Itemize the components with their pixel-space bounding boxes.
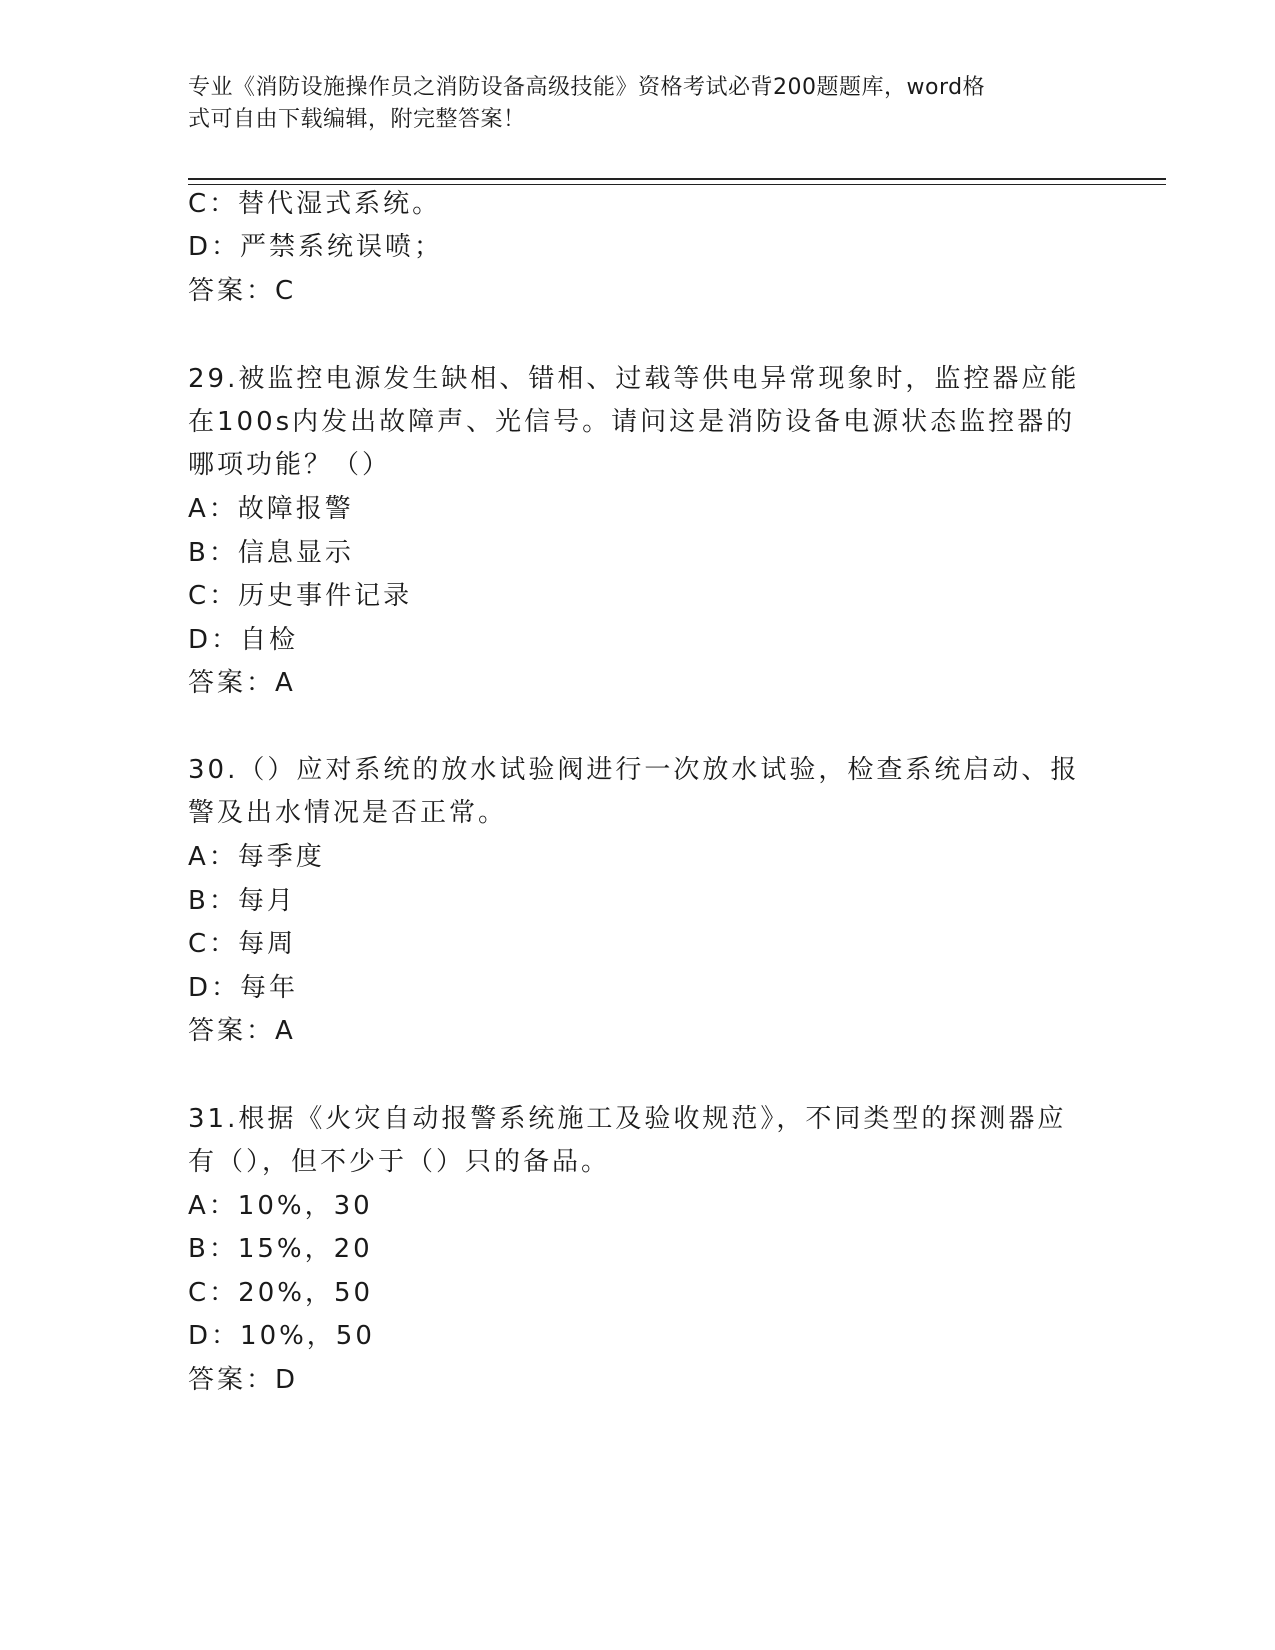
q29-option-d: D：自检 — [188, 625, 299, 655]
q29-option-c: C：历史事件记录 — [188, 581, 413, 611]
header-divider-thin — [188, 184, 1166, 185]
q31-option-c: C：20%，50 — [188, 1278, 374, 1308]
q30-option-c: C：每周 — [188, 929, 297, 959]
q29-stem-line-3: 哪项功能？（） — [188, 450, 392, 480]
q31-option-d: D：10%，50 — [188, 1321, 375, 1351]
q29-option-b: B：信息显示 — [188, 538, 354, 568]
prev-option-c: C：替代湿式系统。 — [188, 189, 442, 219]
q30-option-d: D：每年 — [188, 973, 299, 1003]
header-line-2: 式可自由下载编辑，附完整答案！ — [188, 107, 526, 132]
q31-stem-line-2: 有（），但不少于（）只的备品。 — [188, 1147, 611, 1177]
prev-answer: 答案：C — [188, 276, 297, 306]
header-divider-thick — [188, 178, 1166, 180]
q29-stem-line-2: 在100s内发出故障声、光信号。请问这是消防设备电源状态监控器的 — [188, 407, 1076, 437]
q30-option-b: B：每月 — [188, 886, 296, 916]
q29-answer: 答案：A — [188, 668, 296, 698]
header-line-1: 专业《消防设施操作员之消防设备高级技能》资格考试必背200题题库，word格 — [188, 75, 986, 100]
q31-stem-line-1: 31.根据《火灾自动报警系统施工及验收规范》，不同类型的探测器应 — [188, 1104, 1067, 1134]
q31-option-b: B：15%，20 — [188, 1234, 373, 1264]
document-header — [188, 72, 1088, 136]
q30-stem-line-1: 30.（）应对系统的放水试验阀进行一次放水试验，检查系统启动、报 — [188, 755, 1080, 785]
q31-answer: 答案：D — [188, 1365, 299, 1395]
q30-stem-line-2: 警及出水情况是否正常。 — [188, 798, 508, 828]
q30-answer: 答案：A — [188, 1016, 296, 1046]
prev-option-d: D：严禁系统误喷； — [188, 232, 444, 262]
q31-option-a: A：10%，30 — [188, 1191, 373, 1221]
q29-option-a: A：故障报警 — [188, 494, 354, 524]
q30-option-a: A：每季度 — [188, 842, 325, 872]
q29-stem-line-1: 29.被监控电源发生缺相、错相、过载等供电异常现象时，监控器应能 — [188, 364, 1080, 394]
